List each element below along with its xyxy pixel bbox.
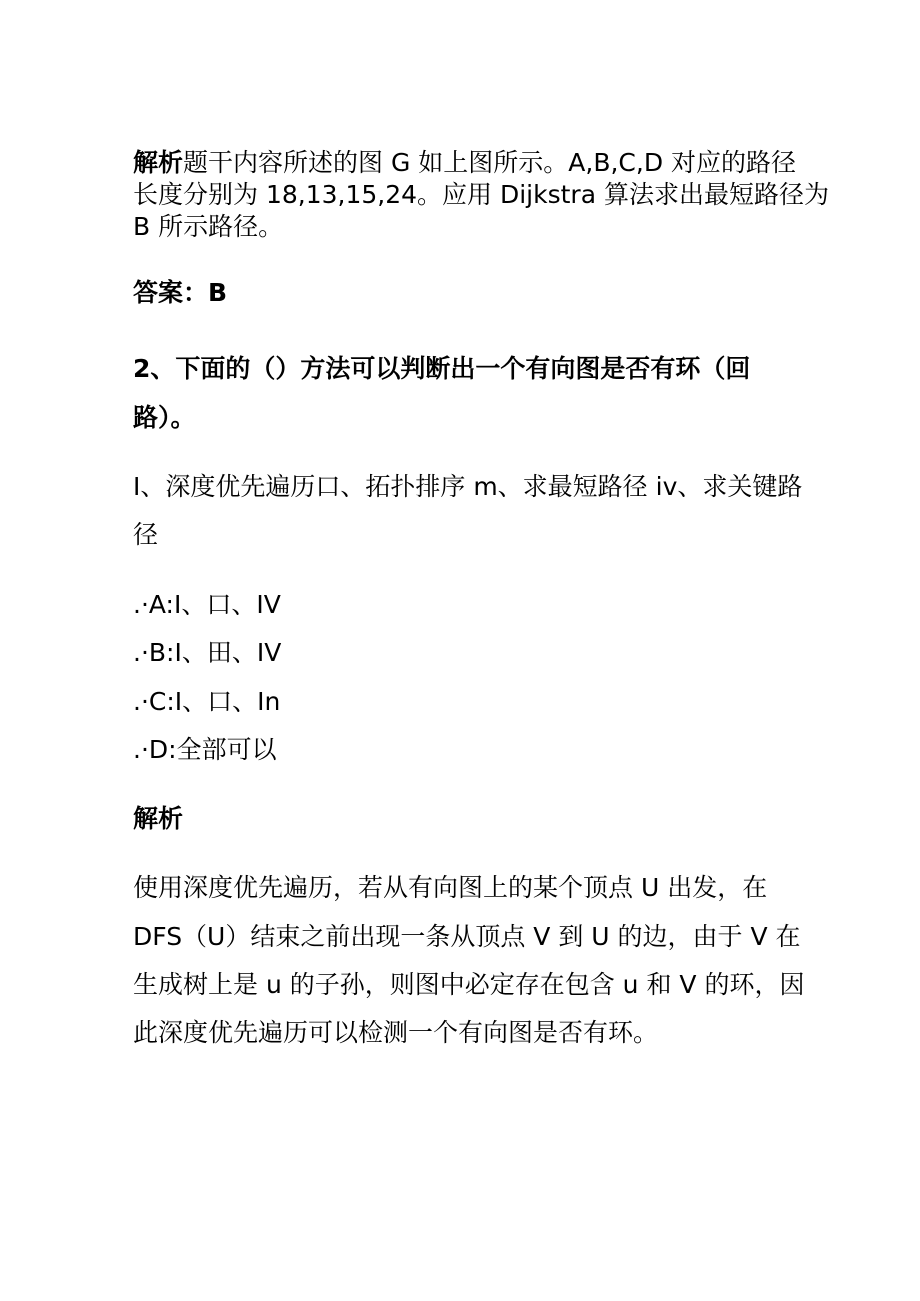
analysis2-line-1: 使用深度优先遍历，若从有向图上的某个顶点 U 出发，在	[133, 873, 768, 902]
analysis2-line-2: DFS（U）结束之前出现一条从顶点 V 到 U 的边，由于 V 在	[133, 922, 801, 951]
option-d: .·D:全部可以	[133, 735, 277, 764]
analysis2-line-4: 此深度优先遍历可以检测一个有向图是否有环。	[133, 1018, 659, 1047]
question2-line-2: 路）。	[133, 403, 196, 432]
analysis1-line-1	[133, 148, 813, 178]
analysis1-text-1: 题干内容所述的图 G 如上图所示。A,B,C,D 对应的路径	[183, 148, 797, 177]
option-a: .·A:I、口、IV	[133, 590, 281, 619]
question2-intro-line-2: 径	[133, 520, 159, 549]
question2-intro-line-1: I、深度优先遍历口、拓扑排序 m、求最短路径 iv、求关键路	[133, 472, 803, 501]
analysis1-label: 解析	[133, 148, 184, 177]
question2-line-1: 2、下面的（）方法可以判断出一个有向图是否有环（回	[133, 354, 751, 383]
option-c: .·C:I、口、In	[133, 687, 281, 716]
analysis1-line-3: B 所示路径。	[133, 212, 284, 241]
analysis2-label: 解析	[133, 804, 184, 833]
analysis2-line-3: 生成树上是 u 的子孙，则图中必定存在包含 u 和 V 的环，因	[133, 970, 805, 999]
answer-text: 答案：B	[133, 278, 228, 307]
analysis1-line-2: 长度分别为 18,13,15,24。应用 Dijkstra 算法求出最短路径为	[133, 180, 829, 209]
option-b: .·B:I、田、IV	[133, 638, 282, 667]
